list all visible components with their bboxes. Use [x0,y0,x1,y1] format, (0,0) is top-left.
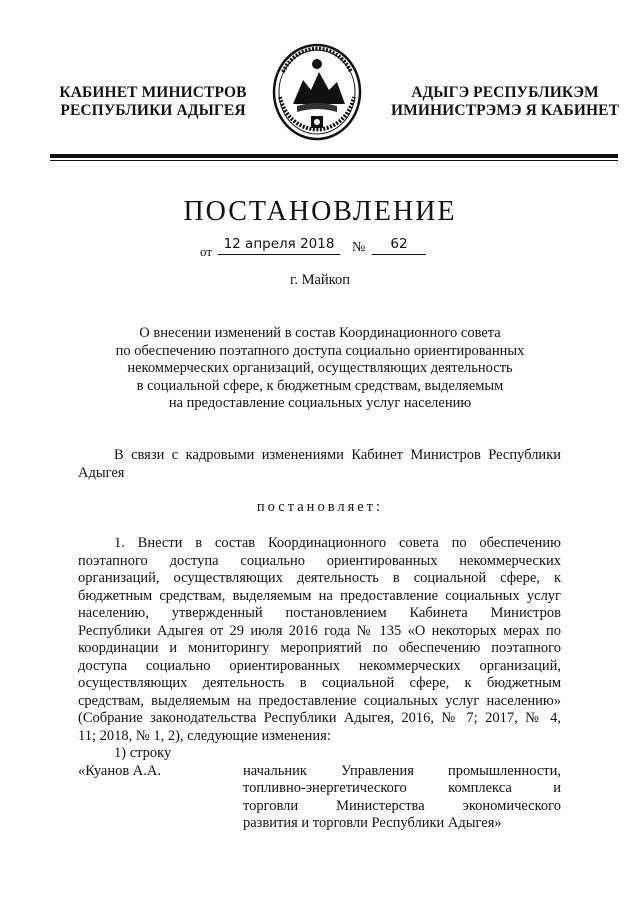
subject-line: по обеспечению поэтапного доступа социально ориентированных [115,342,525,359]
header-right [390,84,620,120]
paragraph-line: координации и мониторингу мероприятий по обеспечению поэтапного [78,640,561,656]
date-from-label: от [200,244,213,259]
paragraph-line: доступа социально ориентированных некоммерческих организаций, [78,657,561,674]
header-right-line-1: АДЫГЭ РЕСПУБЛИКЭМ [411,84,599,101]
paragraph-line: 1. Внести в состав Координационного совета по обеспечению [114,535,561,551]
intro-paragraph [78,447,561,482]
intro-line: Адыгея [78,464,125,481]
header-left-line-2: РЕСПУБЛИКИ АДЫГЕЯ [60,102,246,119]
subject-heading [90,325,550,413]
paragraph-line: 11; 2018, № 1, 2), следующие изменения: [78,727,331,744]
paragraph-line: бюджетным средствам, выделяемым на предоставление социальных услуг [78,587,561,604]
paragraph-line: организаций, осуществляющих деятельность в социальной сфере, к [78,570,561,586]
position-line: начальник Управления промышленности, [243,762,561,779]
item-1: 1) строку [114,745,172,761]
subject-line: О внесении изменений в состав Координационного совета [139,325,501,341]
header-left [58,84,248,120]
header-left-line-1: КАБИНЕТ МИНИСТРОВ [59,84,247,101]
header-right-line-2: ИМИНИСТРЭМЭ Я КАБИНЕТ [390,102,620,119]
paragraph-1 [78,535,561,833]
paragraph-line: осуществляющих деятельность в социальной сфере, к бюджетным [78,675,561,691]
member-position [243,763,561,833]
position-line: топливно-энергетического комплекса и [243,780,561,796]
document-title: ПОСТАНОВЛЕНИЕ [183,196,457,227]
member-row [78,763,561,833]
intro-line: В связи с кадровыми изменениями Кабинет Министров Республики [114,447,561,463]
paragraph-line: населению, утвержденный постановлением Кабинета Министров [78,605,561,621]
subject-line: в социальной сфере, к бюджетным средствам, выделяемым [136,377,504,394]
subject-line: некоммерческих организаций, осуществляющих деятельность [127,360,513,376]
document-date: 12 апреля 2018 [218,236,340,255]
paragraph-line: средствам, выделяемым на предоставление социальных услуг населению» [78,692,561,709]
city: г. Майкоп [290,272,350,288]
header-rule-thick [50,154,618,158]
coat-of-arms-icon [271,42,363,142]
position-line: развития и торговли Республики Адыгея» [243,815,502,831]
paragraph-line: (Собрание законодательства Республики Адыгея, 2016, № 7; 2017, № 4, [78,710,561,726]
decree-word: постановляет: [256,499,384,515]
paragraph-line: Республики Адыгея от 29 июля 2016 года № 135 «О некоторых мерах по [78,622,561,639]
document-number: 62 [372,236,426,255]
header-rule-thin [50,160,618,161]
member-name: «Куанов А.А. [78,762,161,779]
subject-line: на предоставление социальных услуг населению [168,395,472,411]
position-line: торговли Министерства экономического [243,797,561,814]
number-label: № [352,240,366,255]
paragraph-line: поэтапного доступа социально ориентированных некоммерческих [78,552,561,569]
